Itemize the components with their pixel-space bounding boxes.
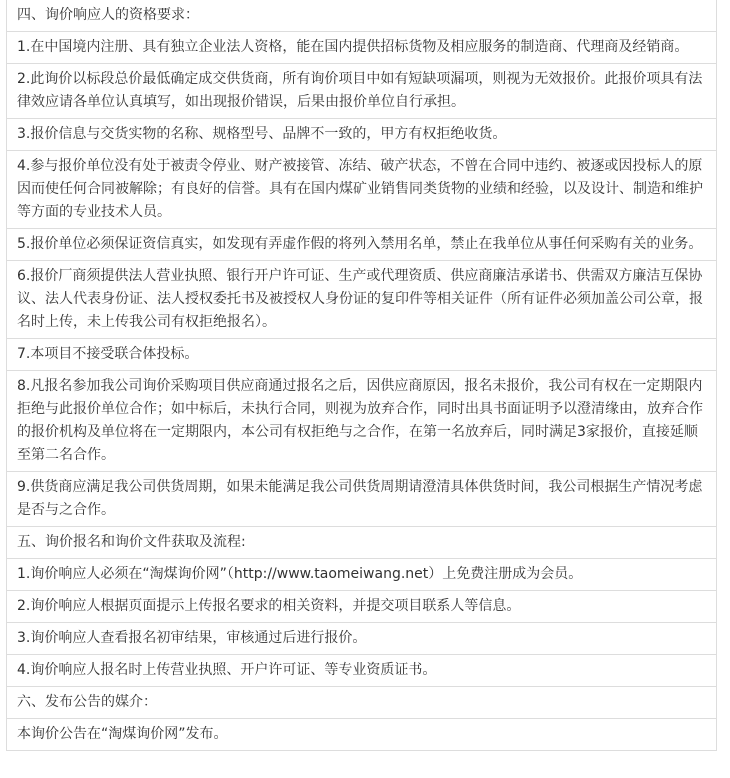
table-row xyxy=(7,591,717,623)
section-heading-registration: 五、询价报名和询价文件获取及流程: xyxy=(7,527,717,559)
process-item: 4.询价响应人报名时上传营业执照、开户许可证、等专业资质证书。 xyxy=(7,655,717,687)
table-row xyxy=(7,559,717,591)
process-item: 2.询价响应人根据页面提示上传报名要求的相关资料，并提交项目联系人等信息。 xyxy=(7,591,717,623)
requirement-item: 7.本项目不接受联合体投标。 xyxy=(7,339,717,371)
requirement-item: 6.报价厂商须提供法人营业执照、银行开户许可证、生产或代理资质、供应商廉洁承诺书、供需双方廉洁互保协议、法人代表身份证、法人授权委托书及被授权人身份证的复印件等相关证件（所有证件必须加盖公司公章，报名时上传，未上传我公司有权拒绝报名）。 xyxy=(7,261,717,339)
requirement-item: 1.在中国境内注册、具有独立企业法人资格，能在国内提供招标货物及相应服务的制造商、代理商及经销商。 xyxy=(7,32,717,64)
section-heading-qualifications: 四、询价响应人的资格要求： xyxy=(7,0,717,32)
table-row xyxy=(7,32,717,64)
table-row xyxy=(7,371,717,472)
table-row xyxy=(7,527,717,559)
requirement-item: 2.此询价以标段总价最低确定成交供货商，所有询价项目中如有短缺项漏项，则视为无效报价。此报价项具有法律效应请各单位认真填写，如出现报价错误，后果由报价单位自行承担。 xyxy=(7,64,717,119)
table-row xyxy=(7,655,717,687)
table-row xyxy=(7,229,717,261)
requirement-item: 9.供货商应满足我公司供货周期，如果未能满足我公司供货周期请澄清具体供货时间，我公司根据生产情况考虑是否与之合作。 xyxy=(7,472,717,527)
requirement-item: 3.报价信息与交货实物的名称、规格型号、品牌不一致的，甲方有权拒绝收货。 xyxy=(7,119,717,151)
announcement-table xyxy=(6,0,717,751)
table-row xyxy=(7,339,717,371)
requirement-item: 5.报价单位必须保证资信真实，如发现有弄虚作假的将列入禁用名单，禁止在我单位从事任何采购有关的业务。 xyxy=(7,229,717,261)
table-row xyxy=(7,151,717,229)
table-row xyxy=(7,261,717,339)
table-row xyxy=(7,64,717,119)
table-row xyxy=(7,719,717,751)
table-row xyxy=(7,687,717,719)
table-row xyxy=(7,623,717,655)
table-row xyxy=(7,0,717,32)
process-item: 1.询价响应人必须在“淘煤询价网”（http://www.taomeiwang.net）上免费注册成为会员。 xyxy=(7,559,717,591)
process-item: 3.询价响应人查看报名初审结果，审核通过后进行报价。 xyxy=(7,623,717,655)
table-row xyxy=(7,119,717,151)
table-row xyxy=(7,472,717,527)
requirement-item: 4.参与报价单位没有处于被责令停业、财产被接管、冻结、破产状态，不曾在合同中违约、被逐或因投标人的原因而使任何合同被解除；有良好的信誉。具有在国内煤矿业销售同类货物的业绩和经验，以及设计、制造和维护等方面的专业技术人员。 xyxy=(7,151,717,229)
section-heading-media: 六、发布公告的媒介： xyxy=(7,687,717,719)
requirement-item: 8.凡报名参加我公司询价采购项目供应商通过报名之后，因供应商原因，报名未报价，我公司有权在一定期限内拒绝与此报价单位合作；如中标后，未执行合同，则视为放弃合作，同时出具书面证明予以澄清缘由，放弃合作的报价机构及单位将在一定期限内，本公司有权拒绝与之合作，在第一名放弃后，同时满足3家报价，直接延顺至第二名合作。 xyxy=(7,371,717,472)
media-statement: 本询价公告在“淘煤询价网”发布。 xyxy=(7,719,717,751)
